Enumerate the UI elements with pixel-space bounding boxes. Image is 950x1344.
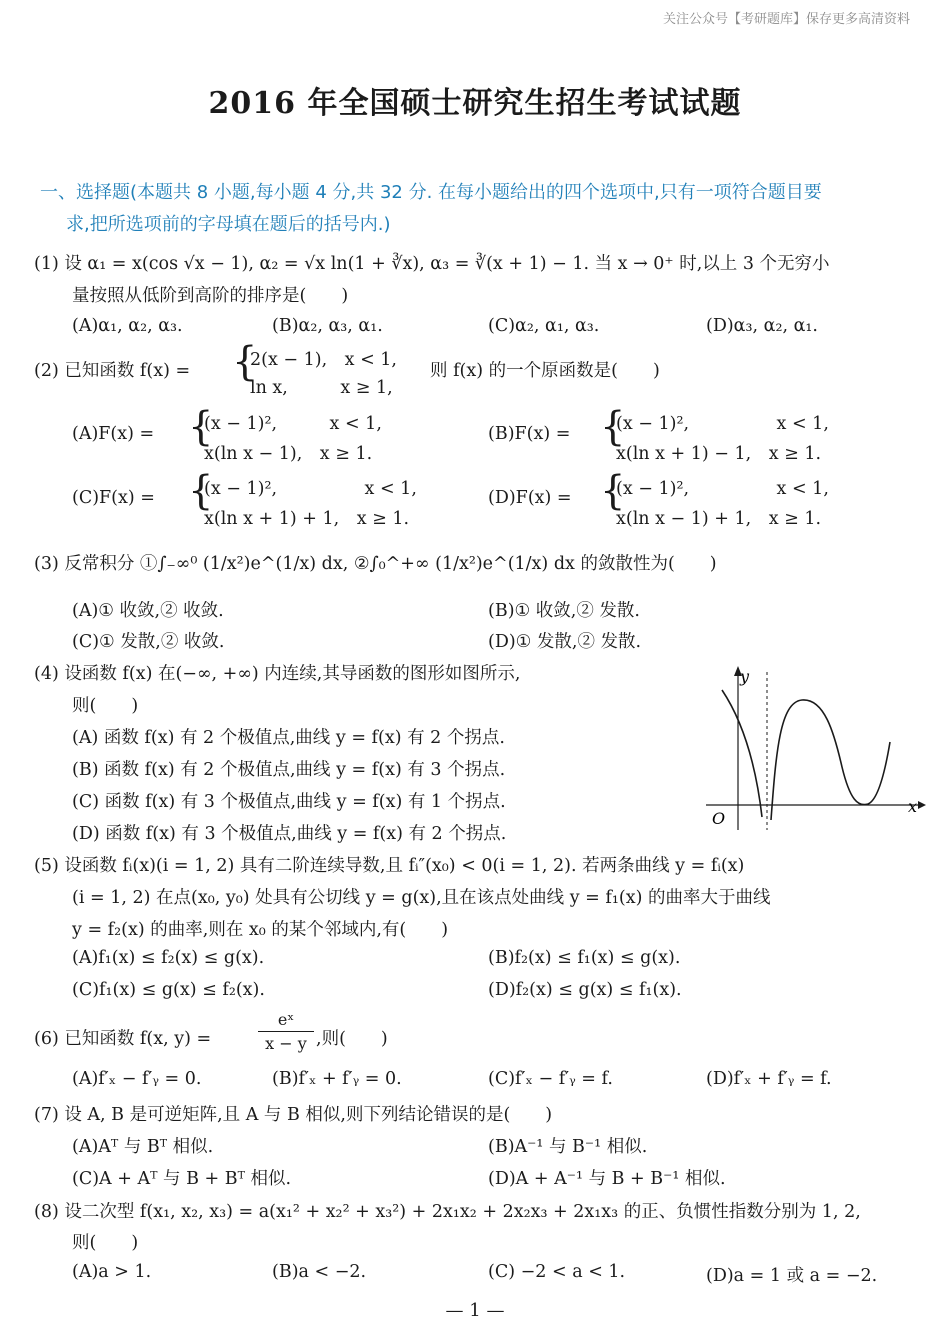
q2-case-2: ln x, x ≥ 1, <box>250 378 393 398</box>
q2-option-d-case-2: x(ln x − 1) + 1, x ≥ 1. <box>616 509 822 529</box>
q1-option-d: (D)α₃, α₂, α₁. <box>706 316 818 336</box>
q8-option-b: (B)a < −2. <box>272 1262 367 1282</box>
q6-option-a: (A)f′ₓ − f′ᵧ = 0. <box>72 1069 202 1089</box>
q3-option-d: (D)① 发散,② 发散. <box>488 632 642 652</box>
section-heading-line1: 一、选择题(本题共 8 小题,每小题 4 分,共 32 分. 在每小题给出的四个选项中,只有一项符合题目要 <box>40 182 822 203</box>
q3-option-a: (A)① 收敛,② 收敛. <box>72 601 224 621</box>
q8-option-c: (C) −2 < a < 1. <box>488 1262 626 1282</box>
q2-option-c-label: (C)F(x) = <box>72 488 155 508</box>
q7-option-b: (B)A⁻¹ 与 B⁻¹ 相似. <box>488 1137 648 1157</box>
q8-line1: (8) 设二次型 f(x₁, x₂, x₃) = a(x₁² + x₂² + x₃²) + 2x₁x₂ + 2x₂x₃ + 2x₁x₃ 的正、负惯性指数分别为 1, 2, <box>34 1202 861 1222</box>
section-heading-line2: 求,把所选项前的字母填在题后的括号内.) <box>66 214 391 235</box>
q6-option-d: (D)f′ₓ + f′ᵧ = f. <box>706 1069 832 1089</box>
q4-option-b: (B) 函数 f(x) 有 2 个极值点,曲线 y = f(x) 有 3 个拐点. <box>72 760 506 780</box>
q2-option-a-brace: { <box>188 404 214 450</box>
q7-option-a: (A)Aᵀ 与 Bᵀ 相似. <box>72 1137 214 1157</box>
q6-fraction-denominator: x − y <box>265 1034 307 1053</box>
q8-option-a: (A)a > 1. <box>72 1262 152 1282</box>
q3-option-b: (B)① 收敛,② 发散. <box>488 601 640 621</box>
q2-option-b-case-1: (x − 1)², x < 1, <box>616 414 829 434</box>
q6-option-c: (C)f′ₓ − f′ᵧ = f. <box>488 1069 613 1089</box>
q2-option-a-label: (A)F(x) = <box>72 424 155 444</box>
q8-line2: 则( ) <box>72 1233 139 1253</box>
q2-option-c-case-2: x(ln x + 1) + 1, x ≥ 1. <box>204 509 410 529</box>
q5-line3: y = f₂(x) 的曲率,则在 x₀ 的某个邻域内,有( ) <box>72 920 449 940</box>
watermark: 关注公众号【考研题库】保存更多高清资料 <box>662 12 910 27</box>
q2-option-c-case-1: (x − 1)², x < 1, <box>204 479 417 499</box>
q5-option-d: (D)f₂(x) ≤ g(x) ≤ f₁(x). <box>488 980 682 1000</box>
page-title: 2016 年全国硕士研究生招生考试试题 <box>208 86 742 121</box>
x-axis-label: x <box>908 797 918 816</box>
origin-label: O <box>712 809 726 828</box>
q5-option-c: (C)f₁(x) ≤ g(x) ≤ f₂(x). <box>72 980 265 1000</box>
x-axis-arrow <box>918 801 926 809</box>
q7-stem: (7) 设 A, B 是可逆矩阵,且 A 与 B 相似,则下列结论错误的是( ) <box>34 1105 553 1125</box>
q4-option-d: (D) 函数 f(x) 有 3 个极值点,曲线 y = f(x) 有 2 个拐点. <box>72 824 507 844</box>
q2-brace: { <box>232 339 258 385</box>
q2-option-b-label: (B)F(x) = <box>488 424 571 444</box>
q2-option-b-brace: { <box>600 404 626 450</box>
curve-right-branch <box>771 700 890 820</box>
q5-option-b: (B)f₂(x) ≤ f₁(x) ≤ g(x). <box>488 948 681 968</box>
q2-option-a-case-2: x(ln x − 1), x ≥ 1. <box>204 444 373 464</box>
q2-tail: 则 f(x) 的一个原函数是( ) <box>430 361 660 381</box>
q1-line1: (1) 设 α₁ = x(cos √x − 1), α₂ = √x ln(1 + ∛x), α₃ = ∛(x + 1) − 1. 当 x → 0⁺ 时,以上 3 个无穷小 <box>34 254 830 274</box>
q5-option-a: (A)f₁(x) ≤ f₂(x) ≤ g(x). <box>72 948 265 968</box>
q4-line2: 则( ) <box>72 696 139 716</box>
q6-stem-tail: ,则( ) <box>316 1029 388 1049</box>
q2-stem: (2) 已知函数 f(x) = <box>34 361 191 381</box>
q2-option-b-case-2: x(ln x + 1) − 1, x ≥ 1. <box>616 444 822 464</box>
q6-fraction-numerator: eˣ <box>258 1010 314 1032</box>
q5-line2: (i = 1, 2) 在点(x₀, y₀) 处具有公切线 y = g(x),且在该点处曲线 y = f₁(x) 的曲率大于曲线 <box>72 888 771 908</box>
q3-stem: (3) 反常积分 ①∫₋∞⁰ (1/x²)e^(1/x) dx, ②∫₀^+∞ (1/x²)e^(1/x) dx 的敛散性为( ) <box>34 554 717 574</box>
q2-option-c-brace: { <box>188 468 214 514</box>
y-axis-label: y <box>740 667 750 686</box>
q1-option-c: (C)α₂, α₁, α₃. <box>488 316 600 336</box>
q1-line2: 量按照从低阶到高阶的排序是( ) <box>72 286 349 306</box>
q4-option-a: (A) 函数 f(x) 有 2 个极值点,曲线 y = f(x) 有 2 个拐点. <box>72 728 505 748</box>
q1-option-b: (B)α₂, α₃, α₁. <box>272 316 383 336</box>
q1-option-a: (A)α₁, α₂, α₃. <box>72 316 183 336</box>
q2-option-d-label: (D)F(x) = <box>488 488 572 508</box>
q4-line1: (4) 设函数 f(x) 在(−∞, +∞) 内连续,其导函数的图形如图所示, <box>34 664 521 684</box>
q3-option-c: (C)① 发散,② 收敛. <box>72 632 225 652</box>
q2-option-a-case-1: (x − 1)², x < 1, <box>204 414 382 434</box>
q8-option-d: (D)a = 1 或 a = −2. <box>706 1266 878 1286</box>
q2-case-1: 2(x − 1), x < 1, <box>250 350 397 370</box>
q7-option-c: (C)A + Aᵀ 与 B + Bᵀ 相似. <box>72 1169 292 1189</box>
q5-line1: (5) 设函数 fᵢ(x)(i = 1, 2) 具有二阶连续导数,且 fᵢ″(x₀) < 0(i = 1, 2). 若两条曲线 y = fᵢ(x) <box>34 856 745 876</box>
derivative-graph <box>700 662 930 840</box>
curve-left-branch <box>722 690 762 817</box>
q7-option-d: (D)A + A⁻¹ 与 B + B⁻¹ 相似. <box>488 1169 726 1189</box>
page-number: — 1 — <box>445 1300 505 1321</box>
q6-option-b: (B)f′ₓ + f′ᵧ = 0. <box>272 1069 402 1089</box>
q4-option-c: (C) 函数 f(x) 有 3 个极值点,曲线 y = f(x) 有 1 个拐点. <box>72 792 506 812</box>
q2-option-d-brace: { <box>600 468 626 514</box>
q2-option-d-case-1: (x − 1)², x < 1, <box>616 479 829 499</box>
q6-fraction <box>258 1010 314 1053</box>
q6-stem: (6) 已知函数 f(x, y) = <box>34 1029 212 1049</box>
